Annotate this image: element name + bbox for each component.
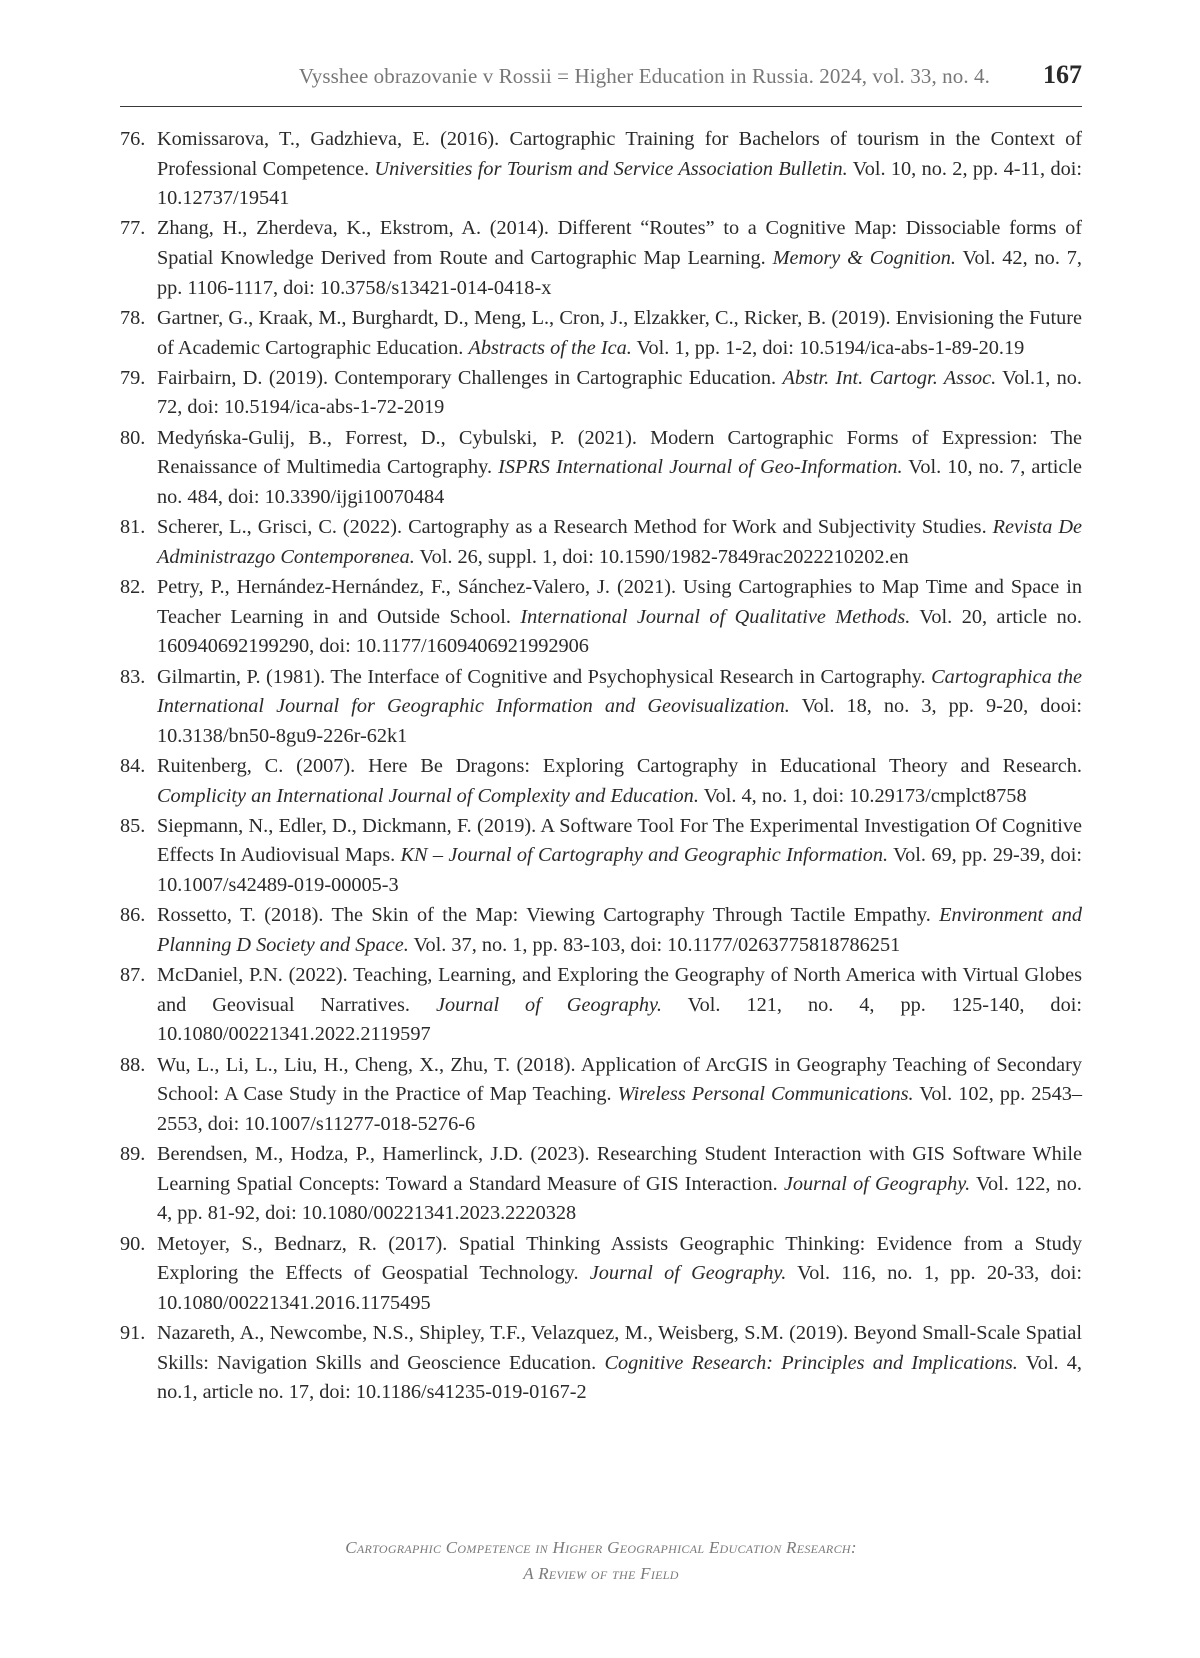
reference-source: Cognitive Research: Principles and Implications. (604, 1351, 1018, 1374)
reference-source: Journal of Geography. (783, 1172, 971, 1195)
reference-details: Vol. 121, no. 4, pp. 125-140, doi: 10.1080/00221341.2022.2119597 (157, 993, 1082, 1046)
page-number: 167 (1043, 60, 1082, 89)
reference-item (120, 304, 1082, 363)
footer-title-line-1: Cartographic Competence in Higher Geographical Education Research: (345, 1538, 857, 1557)
reference-source: Journal of Geography. (435, 993, 663, 1016)
reference-text: Gartner, G., Kraak, M., Burghardt, D., Meng, L., Cron, J., Elzakker, C., Ricker, B. (2019). Envisioning the Future of Academic Cartographic Education. (157, 306, 1082, 359)
reference-source: Environment and Planning D Society and Space. (157, 904, 1082, 956)
reference-details: Vol. 102, pp. 2543–2553, doi: 10.1007/s11277-018-5276-6 (157, 1083, 1082, 1135)
journal-citation: Vysshee obrazovanie v Rossii = Higher Education in Russia. 2024, vol. 33, no. 4. (298, 64, 990, 88)
reference-text: Scherer, L., Grisci, C. (2022). Cartography as a Research Method for Work and Subjectivity Studies. (157, 516, 993, 539)
reference-number: 90. (120, 1232, 146, 1255)
reference-item (120, 513, 1082, 572)
reference-item (120, 1230, 1082, 1319)
reference-details: Vol. 26, suppl. 1, doi: 10.1590/1982-7849rac2022210202.en (414, 545, 909, 568)
reference-text: Metoyer, S., Bednarz, R. (2017). Spatial Thinking Assists Geographic Thinking: Evidence from a Study Exploring the Effects of Geospatial Technology. (157, 1232, 1082, 1285)
reference-details: Vol.1, no. 72, doi: 10.5194/ica-abs-1-72-2019 (157, 366, 1082, 419)
reference-item (120, 125, 1082, 214)
reference-details: Vol. 1, pp. 1-2, doi: 10.5194/ica-abs-1-89-20.19 (631, 336, 1025, 359)
reference-item (120, 1319, 1082, 1408)
reference-number: 89. (120, 1143, 146, 1166)
reference-item (120, 364, 1082, 423)
reference-details: Vol. 18, no. 3, pp. 9-20, dooi: 10.3138/bn50-8gu9-226r-62k1 (157, 695, 1082, 747)
reference-list (120, 125, 1082, 1409)
reference-details: Vol. 122, no. 4, pp. 81-92, doi: 10.1080/00221341.2023.2220328 (157, 1172, 1082, 1225)
reference-number: 85. (120, 814, 146, 837)
reference-number: 84. (120, 754, 146, 777)
reference-item (120, 752, 1082, 811)
reference-item (120, 961, 1082, 1050)
reference-text: Ruitenberg, C. (2007). Here Be Dragons: Exploring Cartography in Educational Theory and Research. (157, 754, 1082, 777)
reference-details: Vol. 37, no. 1, pp. 83-103, doi: 10.1177/0263775818786251 (408, 933, 901, 956)
reference-text: Rossetto, T. (2018). The Skin of the Map: Viewing Cartography Through Tactile Empathy. (157, 904, 940, 927)
reference-number: 78. (120, 306, 146, 329)
reference-text: Wu, L., Li, L., Liu, H., Cheng, X., Zhu, T. (2018). Application of ArcGIS in Geography Teaching of Secondary School: A Case Study in the Practice of Map Teaching. (157, 1053, 1082, 1106)
reference-source: Abstr. Int. Cartogr. Assoc. (782, 366, 997, 389)
reference-number: 80. (120, 426, 146, 449)
reference-details: Vol. 4, no.1, article no. 17, doi: 10.1186/s41235-019-0167-2 (157, 1351, 1082, 1404)
reference-source: KN – Journal of Cartography and Geographic Information. (400, 844, 889, 867)
reference-details: Vol. 69, pp. 29-39, doi: 10.1007/s42489-019-00005-3 (157, 844, 1083, 897)
reference-text: Medyńska-Gulij, B., Forrest, D., Cybulski, P. (2021). Modern Cartographic Forms of Expression: The Renaissance of Multimedia Cartography. (157, 426, 1082, 479)
reference-details: Vol. 42, no. 7, pp. 1106-1117, doi: 10.3758/s13421-014-0418-x (157, 247, 1082, 299)
reference-number: 91. (120, 1322, 146, 1345)
reference-text: Petry, P., Hernández-Hernández, F., Sánchez-Valero, J. (2021). Using Cartographies to Map Time and Space in Teacher Learning in and Outside School. (157, 576, 1082, 628)
reference-item (120, 1140, 1082, 1229)
reference-number: 76. (120, 128, 146, 150)
running-header (120, 60, 1082, 107)
reference-number: 81. (120, 516, 146, 539)
reference-number: 87. (120, 964, 146, 987)
reference-details: Vol. 4, no. 1, doi: 10.29173/cmplct8758 (698, 784, 1027, 807)
reference-number: 79. (120, 366, 146, 389)
reference-source: Wireless Personal Communications. (617, 1083, 914, 1106)
running-footer (120, 1535, 1082, 1587)
reference-item (120, 1051, 1082, 1140)
reference-item (120, 901, 1082, 960)
reference-source: Revista De Administrazgo Contemporвnea. (157, 516, 1082, 568)
reference-source: Journal of Geography. (589, 1262, 787, 1285)
reference-item (120, 812, 1082, 901)
reference-item (120, 663, 1082, 752)
reference-details: Vol. 10, no. 7, article no. 484, doi: 10.3390/ijgi10070484 (157, 456, 1082, 508)
reference-number: 82. (120, 576, 146, 599)
reference-text: Gilmartin, P. (1981). The Interface of Cognitive and Psychophysical Research in Cartography. (157, 665, 932, 688)
reference-text: Siepmann, N., Edler, D., Dickmann, F. (2019). A Software Tool For The Experimental Investigation Of Cognitive Effects In Audiovisual Maps. (157, 814, 1082, 867)
reference-details: Vol. 116, no. 1, pp. 20-33, doi: 10.1080/00221341.2016.1175495 (157, 1262, 1082, 1314)
reference-source: International Journal of Qualitative Methods. (520, 605, 911, 628)
reference-text: Zhang, H., Zherdeva, K., Ekstrom, A. (2014). Different “Routes” to a Cognitive Map: Dissociable forms of Spatial Knowledge Derived from Route and Cartographic Map Learning. (157, 217, 1082, 270)
reference-source: Universities for Tourism and Service Association Bulletin. (374, 157, 848, 180)
reference-text: Nazareth, A., Newcombe, N.S., Shipley, T.F., Velazquez, M., Weisberg, S.M. (2019). Beyond Small-Scale Spatial Skills: Navigation Skills and Geoscience Education. (157, 1322, 1082, 1374)
reference-details: Vol. 20, article no. 160940692199290, doi: 10.1177/1609406921992906 (157, 605, 1082, 658)
reference-text: McDaniel, P.N. (2022). Teaching, Learning, and Exploring the Geography of North America with Virtual Globes and Geovisual Narratives. (157, 964, 1082, 1016)
reference-number: 83. (120, 665, 146, 688)
reference-source: Abstracts of the Ica. (468, 336, 632, 359)
reference-item (120, 573, 1082, 662)
reference-text: Fairbairn, D. (2019). Contemporary Challenges in Cartographic Education. (157, 366, 783, 389)
reference-number: 77. (120, 217, 146, 240)
reference-source: ISPRS International Journal of Geo-Information. (498, 456, 903, 479)
reference-item (120, 424, 1082, 513)
reference-source: Cartographica the International Journal for Geographic Information and Geovisualization. (157, 665, 1083, 718)
reference-text: Komissarova, T., Gadzhieva, E. (2016). Cartographic Training for Bachelors of tourism in the Context of Professional Competence. (157, 128, 1082, 180)
reference-details: Vol. 10, no. 2, pp. 4-11, doi: 10.12737/19541 (157, 157, 1082, 210)
reference-text: Berendsen, M., Hodza, P., Hamerlinck, J.D. (2023). Researching Student Interaction with GIS Software While Learning Spatial Concepts: Toward a Standard Measure of GIS Interaction. (157, 1143, 1082, 1195)
reference-item (120, 214, 1082, 303)
reference-source: Memory & Cognition. (772, 247, 956, 270)
reference-number: 86. (120, 904, 146, 927)
reference-number: 88. (120, 1053, 146, 1076)
footer-title-line-2: A Review of the Field (523, 1564, 679, 1583)
reference-source: Complicity an International Journal of Complexity and Education. (157, 784, 699, 807)
